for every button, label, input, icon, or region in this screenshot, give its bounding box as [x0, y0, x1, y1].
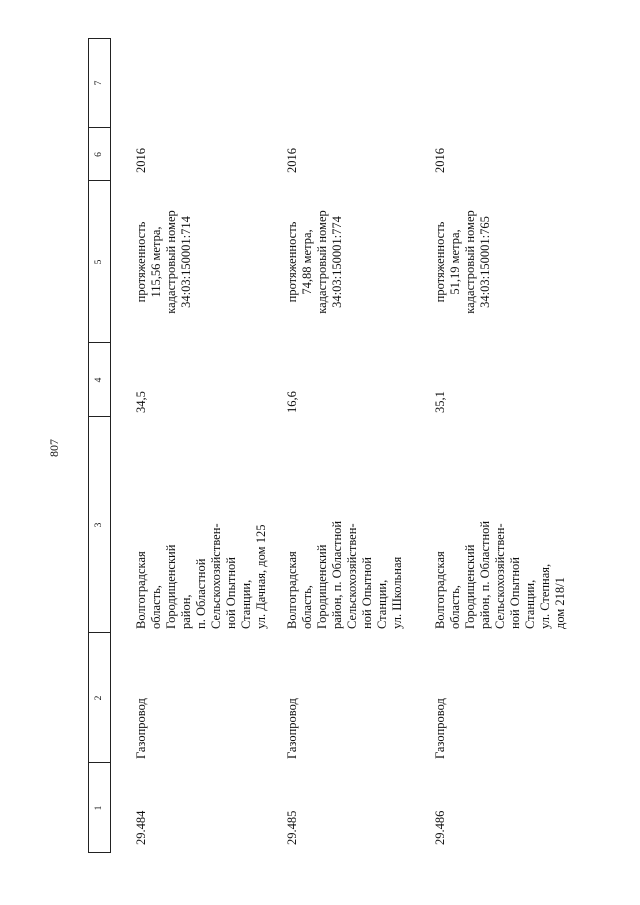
row-number: 29.485 — [285, 810, 299, 845]
object-value: 34,5 — [134, 391, 148, 413]
object-address: Волгоградская область, Городищенский район, п. Областной Сельскохозяйствен- ной Опытной Станции, ул. Школьная — [285, 520, 404, 629]
object-year: 2016 — [433, 148, 447, 173]
object-name: Газопровод — [285, 698, 299, 759]
column-header: 2 — [94, 695, 104, 701]
column-header: 3 — [94, 522, 104, 528]
object-name: Газопровод — [433, 698, 447, 759]
column-header: 4 — [94, 377, 104, 383]
object-value: 35,1 — [433, 391, 447, 413]
object-characteristics: протяженность 74,88 метра, кадастровый номер 34:03:150001:774 — [285, 210, 344, 314]
page-number: 807 — [46, 439, 61, 457]
object-address: Волгоградская область, Городищенский район, п. Областной Сельскохозяйствен- ной Опытной Станции, ул. Степная, дом 218/1 — [433, 520, 567, 629]
object-characteristics: протяженность 51,19 метра, кадастровый номер 34:03:150001:765 — [433, 210, 492, 314]
column-header: 5 — [94, 259, 104, 265]
column-header: 6 — [94, 152, 104, 157]
header-bottom-rule — [110, 38, 111, 853]
row-number: 29.484 — [134, 810, 148, 845]
column-header: 1 — [94, 805, 104, 811]
row-number: 29.486 — [433, 810, 447, 845]
object-value: 16,6 — [285, 391, 299, 413]
object-name: Газопровод — [134, 698, 148, 759]
object-characteristics: протяженность 115,56 метра, кадастровый номер 34:03:150001:714 — [134, 210, 193, 314]
column-header: 7 — [94, 80, 104, 86]
object-year: 2016 — [134, 148, 148, 173]
registry-table — [88, 38, 567, 853]
object-address: Волгоградская область, Городищенский район, п. Областной Сельскохозяйствен- ной Опытной Станции, ул. Дачная, дом 125 — [134, 523, 268, 629]
object-year: 2016 — [285, 148, 299, 173]
